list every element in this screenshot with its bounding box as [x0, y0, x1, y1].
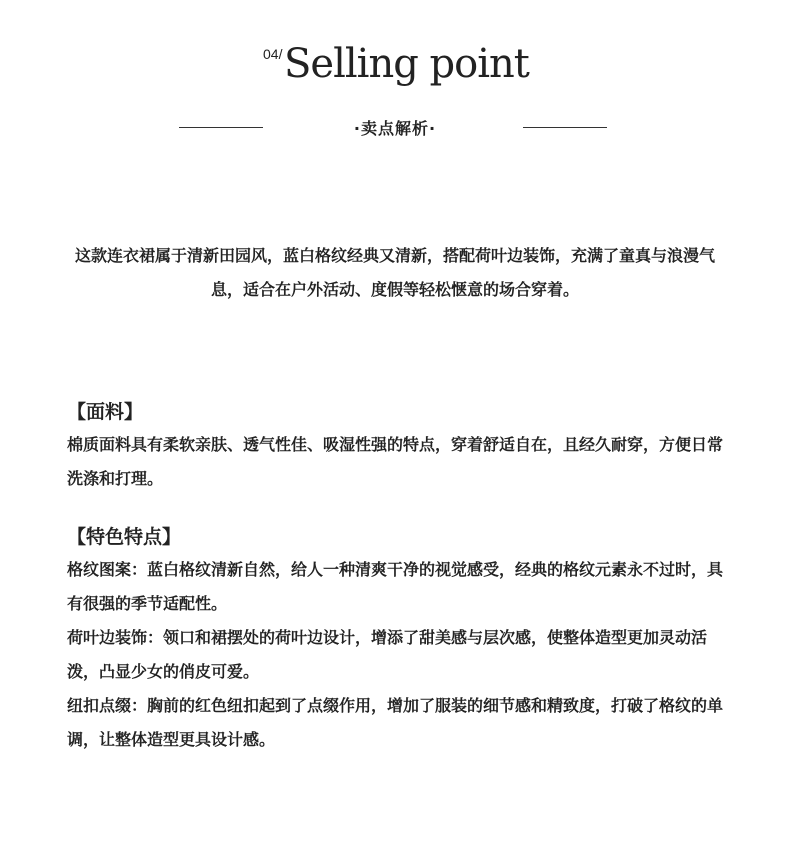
section-subtitle: ·卖点解析· [353, 119, 437, 138]
features-title: 【特色特点】 [67, 526, 182, 548]
feature-label: 纽扣点缀： [67, 696, 148, 715]
fabric-title: 【面料】 [67, 401, 144, 423]
feature-label: 荷叶边装饰： [67, 628, 164, 647]
section-number: 04/ [263, 46, 283, 62]
feature-item-pattern [67, 553, 727, 621]
feature-label: 格纹图案： [67, 560, 148, 579]
feature-item-buttons [67, 689, 727, 757]
section-title: Selling point [284, 41, 529, 87]
feature-text: 蓝白格纹清新自然，给人一种清爽干净的视觉感受，经典的格纹元素永不过时，具有很强的季节适配性。 [67, 560, 724, 613]
feature-text: 胸前的红色纽扣起到了点缀作用，增加了服装的细节感和精致度，打破了格纹的单调，让整体造型更具设计感。 [67, 696, 724, 749]
section-header [0, 0, 790, 150]
feature-text: 领口和裙摆处的荷叶边设计，增添了甜美感与层次感，使整体造型更加灵动活泼，凸显少女的俏皮可爱。 [67, 628, 708, 681]
intro-paragraph: 这款连衣裙属于清新田园风，蓝白格纹经典又清新，搭配荷叶边装饰，充满了童真与浪漫气息，适合在户外活动、度假等轻松惬意的场合穿着。 [74, 246, 715, 299]
fabric-section [67, 396, 727, 496]
features-section [67, 521, 727, 757]
feature-item-ruffle [67, 621, 727, 689]
divider-right [523, 127, 607, 128]
fabric-text: 棉质面料具有柔软亲肤、透气性佳、吸湿性强的特点，穿着舒适自在，且经久耐穿，方便日常洗涤和打理。 [67, 435, 724, 488]
